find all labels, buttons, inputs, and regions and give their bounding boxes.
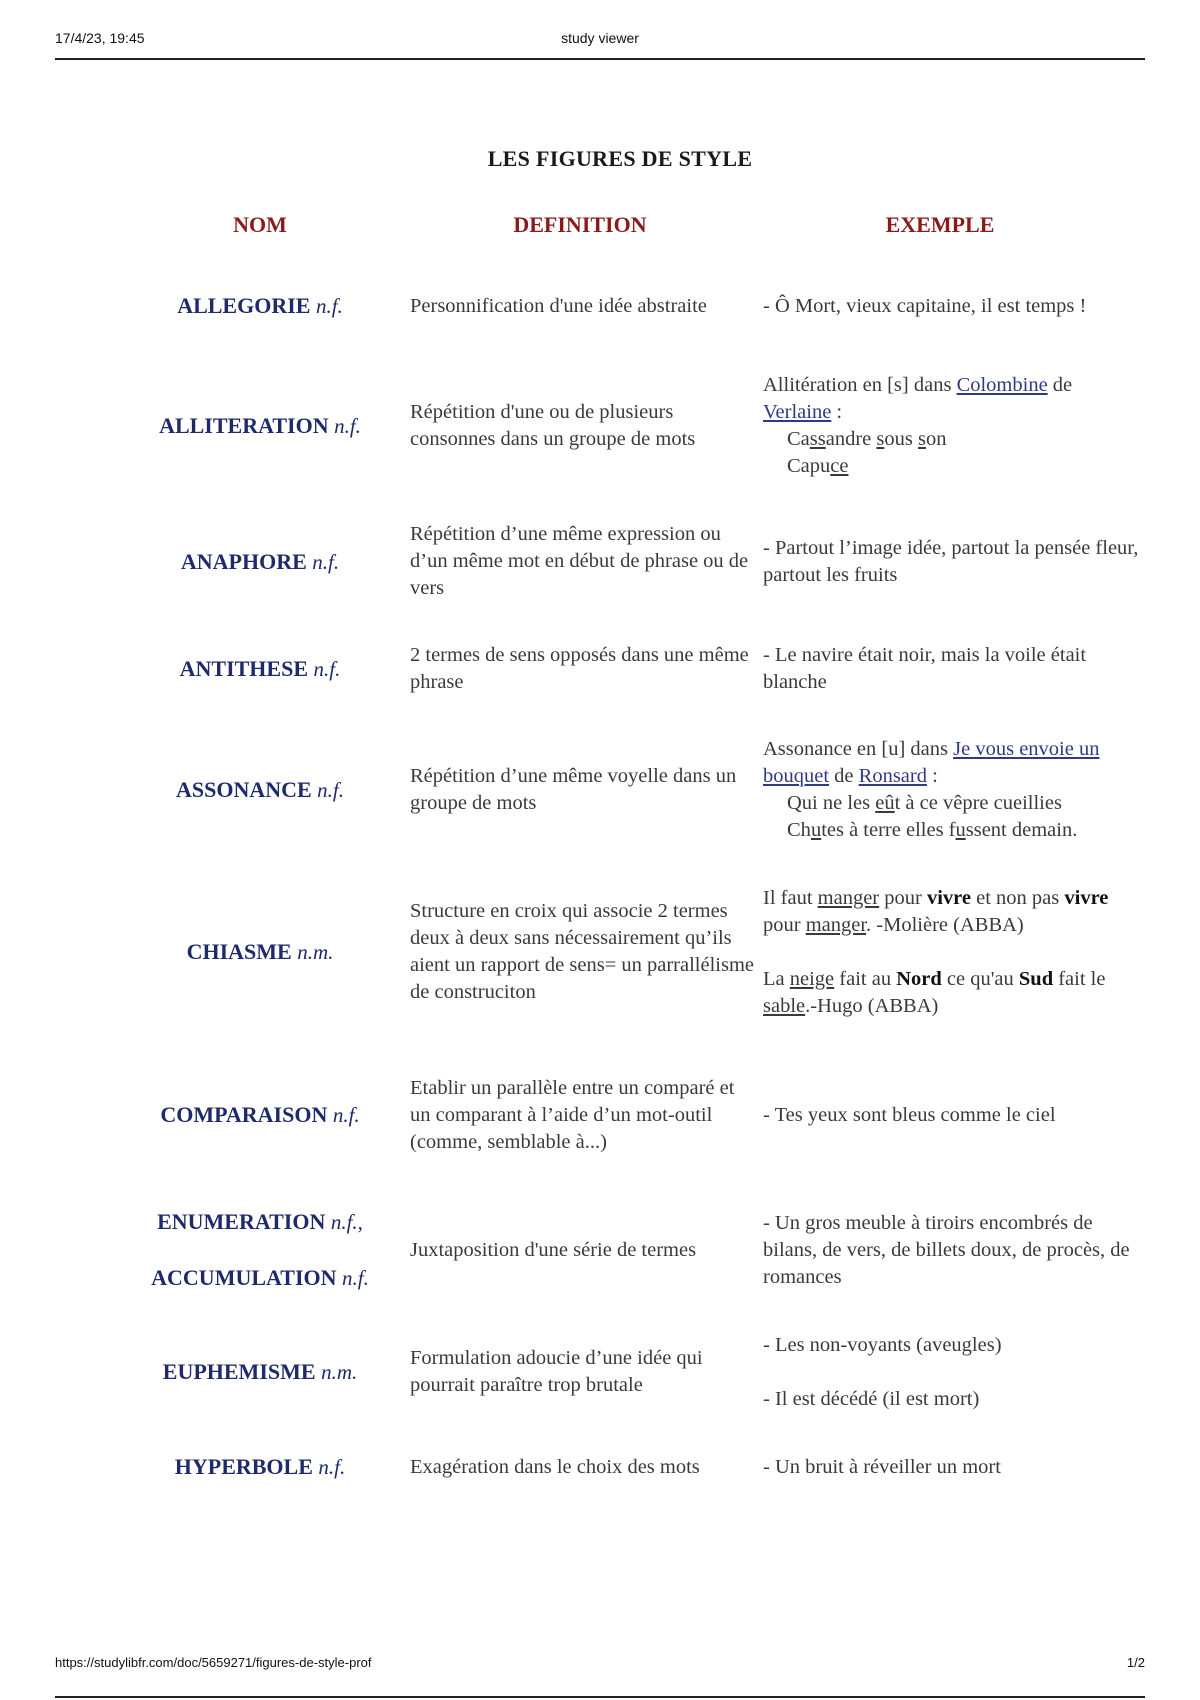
work-link[interactable]: Je vous envoie un bouquet	[763, 738, 1100, 787]
page-number: 1/2	[1126, 1655, 1145, 1670]
figure-example: - Un bruit à réveiller un mort	[763, 1455, 1001, 1478]
example-verse: Capuce	[787, 455, 849, 477]
figure-name: HYPERBOLE n.f.	[174, 1454, 346, 1479]
table-row	[0, 1330, 1200, 1414]
figure-name: COMPARAISON n.f.	[160, 1102, 360, 1127]
table-row	[0, 1208, 1200, 1292]
table-row	[0, 1452, 1200, 1482]
example-verse: Cassandre sous son	[787, 428, 947, 450]
figure-definition: 2 termes de sens opposés dans une même phrase	[410, 644, 749, 693]
figure-definition: Répétition d'une ou de plusieurs consonnes dans un groupe de mots	[410, 401, 696, 450]
figure-definition: Exagération dans le choix des mots	[410, 1455, 700, 1478]
page-url: https://studylibfr.com/doc/5659271/figures-de-style-prof	[55, 1655, 372, 1670]
browser-print-header	[55, 30, 1145, 60]
table-row	[0, 883, 1200, 1021]
figure-name: ANAPHORE n.f.	[180, 548, 340, 574]
figure-name: ALLEGORIE n.f.	[177, 293, 343, 318]
figure-name: ANTITHESE n.f.	[179, 656, 341, 681]
print-date: 17/4/23, 19:45	[55, 30, 145, 46]
author-link[interactable]: Ronsard	[858, 765, 927, 787]
table-row	[0, 641, 1200, 697]
figure-name: ENUMERATION n.f., ACCUMULATION n.f.	[151, 1209, 369, 1290]
figure-example: - Le navire était noir, mais la voile était blanche	[763, 644, 1087, 693]
figure-definition: Etablir un parallèle entre un comparé et un comparant à l’aide d’un mot-outil (comme, semblable à...)	[410, 1076, 735, 1153]
column-header-nom: NOM	[233, 212, 287, 237]
figure-example: - Les non-voyants (aveugles) - Il est décédé (il est mort)	[763, 1333, 1002, 1410]
example-verse: Chutes à terre elles fussent demain.	[787, 819, 1078, 841]
figure-definition: Structure en croix qui associe 2 termes deux à deux sans nécessairement qu’ils aient un rapport de sens= un parrallélisme de construciton	[410, 900, 755, 1003]
table-row	[0, 371, 1200, 481]
figure-example: Il faut manger pour vivre et non pas vivre pour manger. -Molière (ABBA) La neige fait au Nord ce qu'au Sud fait le sable.-Hugo (ABBA)	[763, 886, 1109, 1017]
figure-name: EUPHEMISME n.m.	[162, 1359, 358, 1384]
figure-example: - Partout l’image idée, partout la pensée fleur, partout les fruits	[763, 536, 1139, 586]
figure-example: Allitération en [s] dans Colombine de Verlaine : Cassandre sous son Capuce	[763, 372, 1143, 480]
figure-example: - Ô Mort, vieux capitaine, il est temps !	[763, 294, 1087, 317]
figure-name: ASSONANCE n.f.	[175, 777, 345, 802]
table-row	[0, 278, 1200, 334]
figure-definition: Personnification d'une idée abstraite	[410, 294, 707, 317]
figure-example: Assonance en [u] dans Je vous envoie un bouquet de Ronsard : Qui ne les eût à ce vêpre cueillies Chutes à terre elles fussent demain.	[763, 736, 1143, 844]
figure-name: ALLITERATION n.f.	[159, 413, 361, 438]
author-link[interactable]: Verlaine	[763, 401, 832, 423]
table-row	[0, 1060, 1200, 1170]
figure-example: - Tes yeux sont bleus comme le ciel	[763, 1103, 1056, 1126]
footer-divider	[55, 1696, 1145, 1698]
column-header-definition: DEFINITION	[513, 212, 647, 237]
column-header-exemple: EXEMPLE	[885, 212, 995, 237]
figure-example: - Un gros meuble à tiroirs encombrés de bilans, de vers, de billets doux, de procès, de romances	[763, 1211, 1130, 1288]
example-verse: Qui ne les eût à ce vêpre cueillies	[787, 792, 1062, 814]
figure-name: CHIASME n.m.	[186, 939, 334, 964]
figure-definition: Répétition d’une même expression ou d’un même mot en début de phrase ou de vers	[410, 523, 749, 599]
figure-definition: Répétition d’une même voyelle dans un groupe de mots	[410, 765, 737, 814]
document-title: LES FIGURES DE STYLE	[487, 146, 753, 171]
figure-definition: Formulation adoucie d’une idée qui pourrait paraître trop brutale	[410, 1347, 703, 1396]
table-row	[0, 735, 1200, 845]
table-row	[0, 520, 1200, 603]
print-title: study viewer	[561, 30, 639, 46]
work-link[interactable]: Colombine	[956, 374, 1048, 396]
figure-definition: Juxtaposition d'une série de termes	[410, 1238, 697, 1261]
